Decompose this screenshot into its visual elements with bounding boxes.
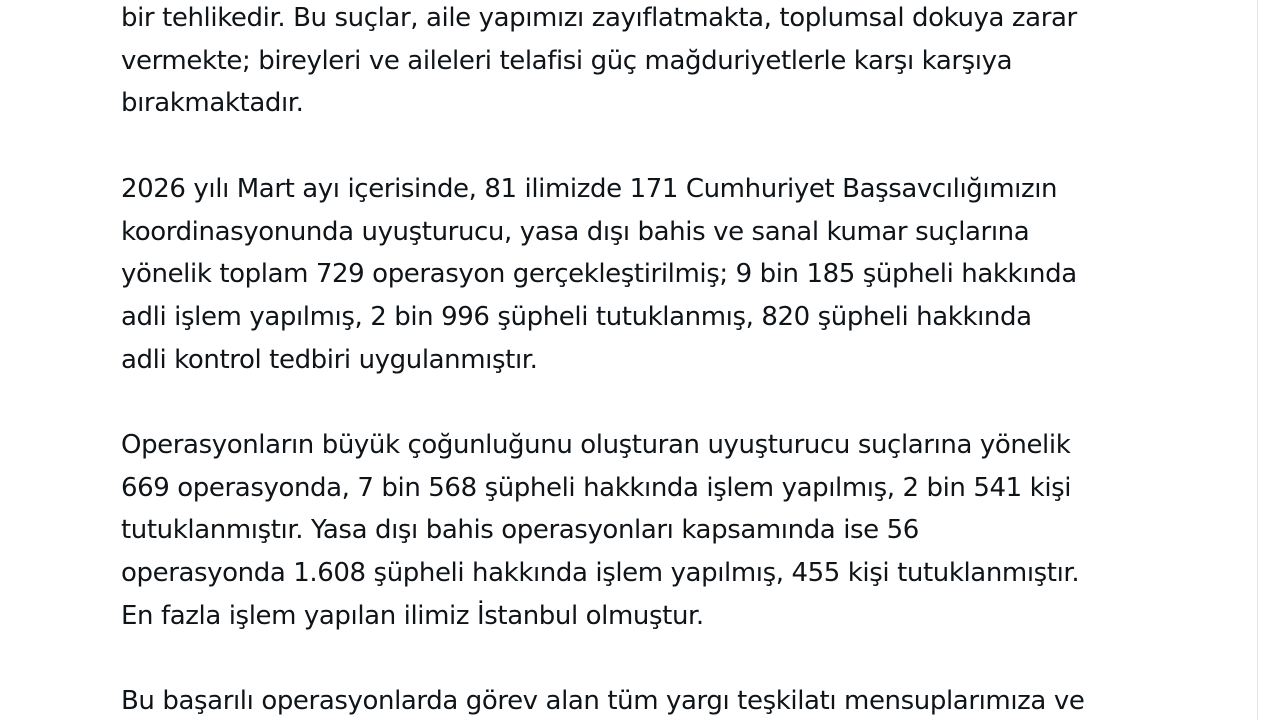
paragraph-1 — [121, 0, 1231, 125]
text-line: adli kontrol tedbiri uygulanmıştır. — [121, 344, 538, 375]
text-line: koordinasyonunda uyuşturucu, yasa dışı bahis ve sanal kumar suçlarına — [121, 216, 1030, 247]
text-line: En fazla işlem yapılan ilimiz İstanbul olmuştur. — [121, 600, 704, 631]
text-line: adli işlem yapılmış, 2 bin 996 şüpheli tutuklanmış, 820 şüpheli hakkında — [121, 301, 1032, 332]
post-text — [121, 0, 1231, 720]
text-line: tutuklanmıştır. Yasa dışı bahis operasyonları kapsamında ise 56 — [121, 515, 919, 546]
text-line: Bu başarılı operasyonlarda görev alan tüm yargı teşkilatı mensuplarımıza ve — [121, 686, 1085, 717]
text-line: 2026 yılı Mart ayı içerisinde, 81 ilimizde 171 Cumhuriyet Başsavcılığımızın — [121, 173, 1058, 204]
text-line: bırakmaktadır. — [121, 88, 304, 119]
paragraph-3 — [121, 424, 1231, 638]
text-line: bir tehlikedir. Bu suçlar, aile yapımızı zayıflatmakta, toplumsal dokuya zarar — [121, 3, 1077, 33]
text-line: operasyonda 1.608 şüpheli hakkında işlem yapılmış, 455 kişi tutuklanmıştır. — [121, 558, 1080, 589]
text-line: vermekte; bireyleri ve aileleri telafisi güç mağduriyetlerle karşı karşıya — [121, 45, 1013, 76]
paragraph-2 — [121, 168, 1231, 382]
text-line: Operasyonların büyük çoğunluğunu oluşturan uyuşturucu suçlarına yönelik — [121, 430, 1071, 460]
paragraph-4 — [121, 680, 1231, 720]
text-line: 669 operasyonda, 7 bin 568 şüpheli hakkında işlem yapılmış, 2 bin 541 kişi — [121, 472, 1072, 503]
text-line: yönelik toplam 729 operasyon gerçekleştirilmiş; 9 bin 185 şüpheli hakkında — [121, 259, 1077, 290]
